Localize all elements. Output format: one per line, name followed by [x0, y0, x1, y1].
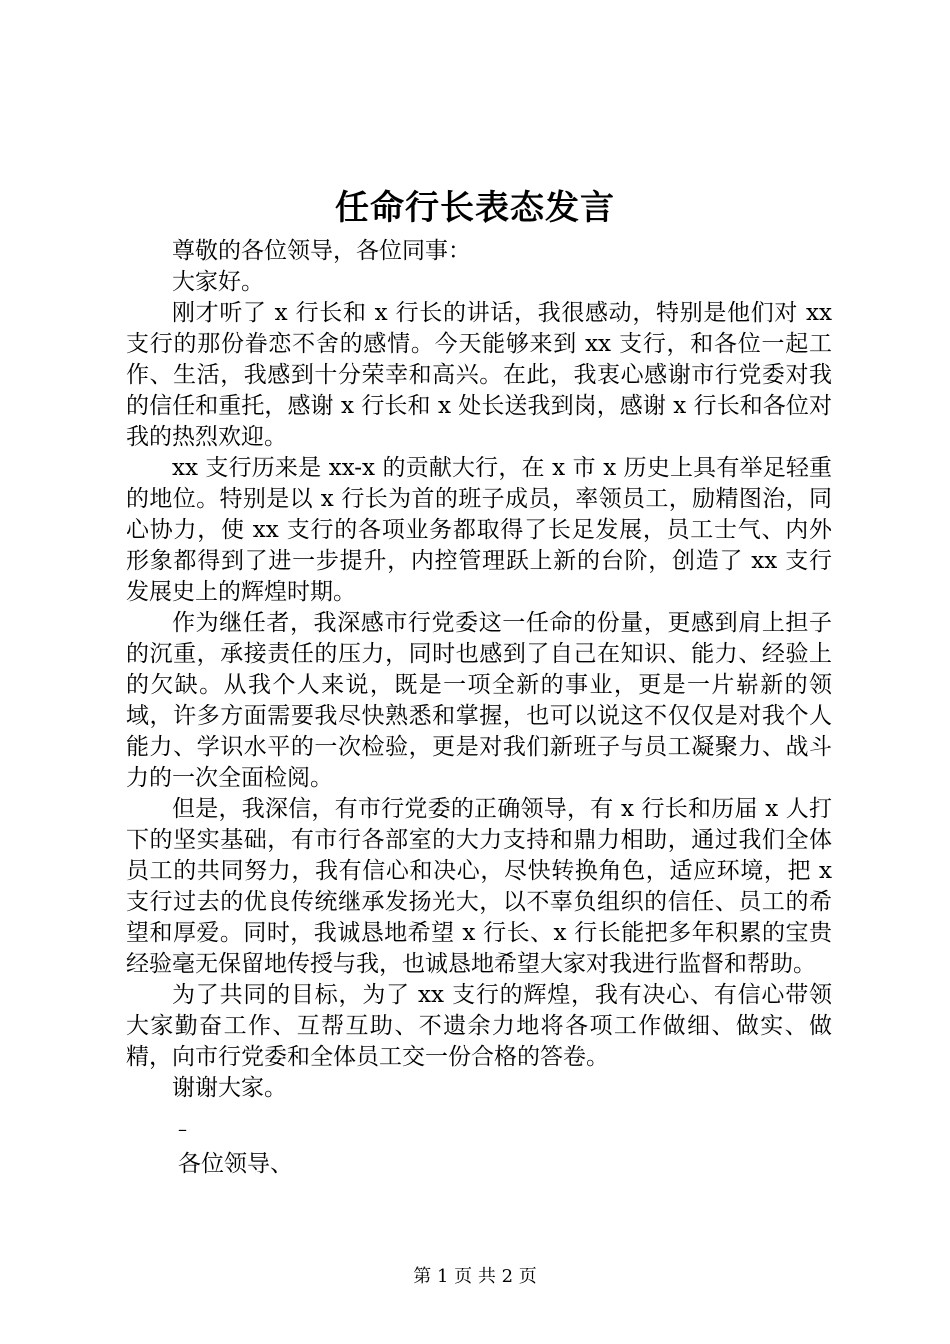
thanks-line: 谢谢大家。 — [172, 1075, 287, 1101]
body-paragraph: 刚才听了 x 行长和 x 行长的讲话，我很感动，特别是他们对 xx 支行的那份眷恋不舍的感情。今天能够来到 xx 支行，和各位一起工作、生活，我感到十分荣幸和高兴。在此，我衷心感谢市行党委对我的信任和重托，感谢 x 行长和 x 处长送我到岗，感谢 x 行长和各位对我的热烈欢迎。 — [126, 300, 832, 450]
document-body — [126, 236, 832, 1104]
body-paragraph: xx 支行历来是 xx-x 的贡献大行，在 x 市 x 历史上具有举足轻重的地位。特别是以 x 行长为首的班子成员，率领员工，励精图治，同心协力，使 xx 支行的各项业务都取得了长足发展，员工士气、内外形象都得到了进一步提升，内控管理跃上新的台阶，创造了 xx 支行发展史上的辉煌时期。 — [126, 455, 832, 605]
separator-dash: – — [178, 1119, 187, 1140]
salutation: 尊敬的各位领导，各位同事： — [172, 238, 471, 264]
greeting: 大家好。 — [172, 269, 264, 295]
body-paragraph: 但是，我深信，有市行党委的正确领导，有 x 行长和历届 x 人打下的坚实基础，有市行各部室的大力支持和鼎力相助，通过我们全体员工的共同努力，我有信心和决心，尽快转换角色，适应环境，把 x 支行过去的优良传统继承发扬光大，以不辜负组织的信任、员工的希望和厚爱。同时，我诚恳地希望 x 行长、x 行长能把多年积累的宝贵经验毫无保留地传授与我，也诚恳地希望大家对我进行监督和帮助。 — [126, 796, 832, 977]
document-title: 任命行长表态发言 — [335, 188, 615, 228]
body-paragraph: 为了共同的目标，为了 xx 支行的辉煌，我有决心、有信心带领大家勤奋工作、互帮互助、不遗余力地将各项工作做细、做实、做精，向市行党委和全体员工交一份合格的答卷。 — [126, 982, 832, 1070]
closing-line: 各位领导、 — [178, 1151, 293, 1177]
page-footer: 第 1 页 共 2 页 — [413, 1266, 537, 1287]
body-paragraph: 作为继任者，我深感市行党委这一任命的份量，更感到肩上担子的沉重，承接责任的压力，同时也感到了自己在知识、能力、经验上的欠缺。从我个人来说，既是一项全新的事业，更是一片崭新的领域，许多方面需要我尽快熟悉和掌握，也可以说这不仅仅是对我个人能力、学识水平的一次检验，更是对我们新班子与员工凝聚力、战斗力的一次全面检阅。 — [126, 610, 832, 791]
